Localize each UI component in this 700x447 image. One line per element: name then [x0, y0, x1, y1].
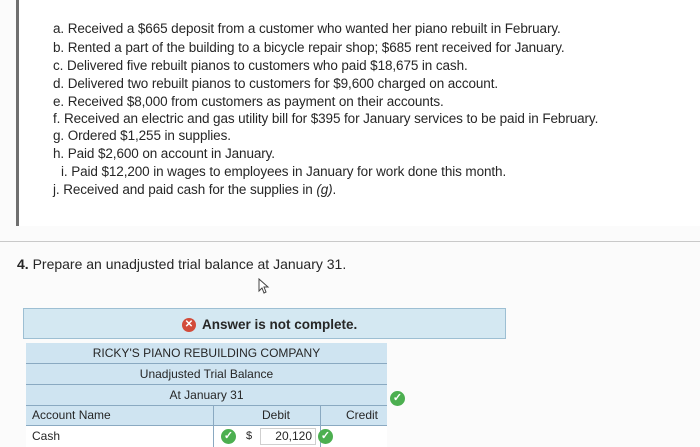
question-text: Prepare an unadjusted trial balance at January 31. — [32, 256, 347, 272]
transaction-a: a. Received a $665 deposit from a customer who wanted her piano rebuilt in February. — [53, 21, 561, 36]
column-header-debit: Debit — [262, 408, 291, 422]
transaction-e: e. Received $8,000 from customers as payment on their accounts. — [53, 94, 444, 109]
column-header-credit: Credit — [346, 408, 379, 422]
transaction-j-suffix: . — [332, 182, 337, 197]
statement-title: Unadjusted Trial Balance — [26, 364, 387, 385]
transaction-list — [16, 0, 700, 226]
transaction-f: f. Received an electric and gas utility bill for $395 for January services to be paid in February. — [53, 111, 599, 126]
transaction-c: c. Delivered five rebuilt pianos to customers who paid $18,675 in cash. — [53, 58, 468, 73]
column-header-account: Account Name — [32, 408, 111, 422]
transaction-j — [53, 182, 336, 197]
debit-field[interactable]: 20,120 — [260, 428, 316, 445]
answer-status — [182, 317, 357, 332]
section-divider — [0, 241, 700, 242]
mouse-pointer-icon — [258, 278, 270, 294]
company-name: RICKY'S PIANO REBUILDING COMPANY — [26, 343, 387, 364]
error-x-icon: ✕ — [182, 318, 196, 332]
answer-status-text: Answer is not complete. — [202, 317, 358, 332]
currency-symbol: $ — [246, 430, 253, 442]
transaction-g: g. Ordered $1,255 in supplies. — [53, 128, 231, 143]
column-divider — [213, 406, 214, 447]
account-name-cell[interactable]: Cash — [32, 429, 61, 443]
transaction-h: h. Paid $2,600 on account in January. — [53, 146, 275, 161]
debit-check-icon: ✓ — [318, 429, 333, 444]
statement-date: At January 31 — [26, 385, 387, 406]
transaction-i: i. Paid $12,200 in wages to employees in January for work done this month. — [61, 164, 507, 179]
question-number: 4. — [17, 256, 29, 272]
table-check-icon: ✓ — [390, 391, 405, 406]
transaction-j-text: j. Received and paid cash for the supplies in — [53, 182, 317, 197]
transaction-d: d. Delivered two rebuilt pianos to customers for $9,600 charged on account. — [53, 76, 499, 91]
transaction-b: b. Rented a part of the building to a bicycle repair shop; $685 rent received for January. — [53, 40, 565, 55]
transaction-j-ref: (g) — [316, 182, 333, 197]
question-prompt — [17, 256, 346, 272]
account-check-icon: ✓ — [221, 429, 236, 444]
